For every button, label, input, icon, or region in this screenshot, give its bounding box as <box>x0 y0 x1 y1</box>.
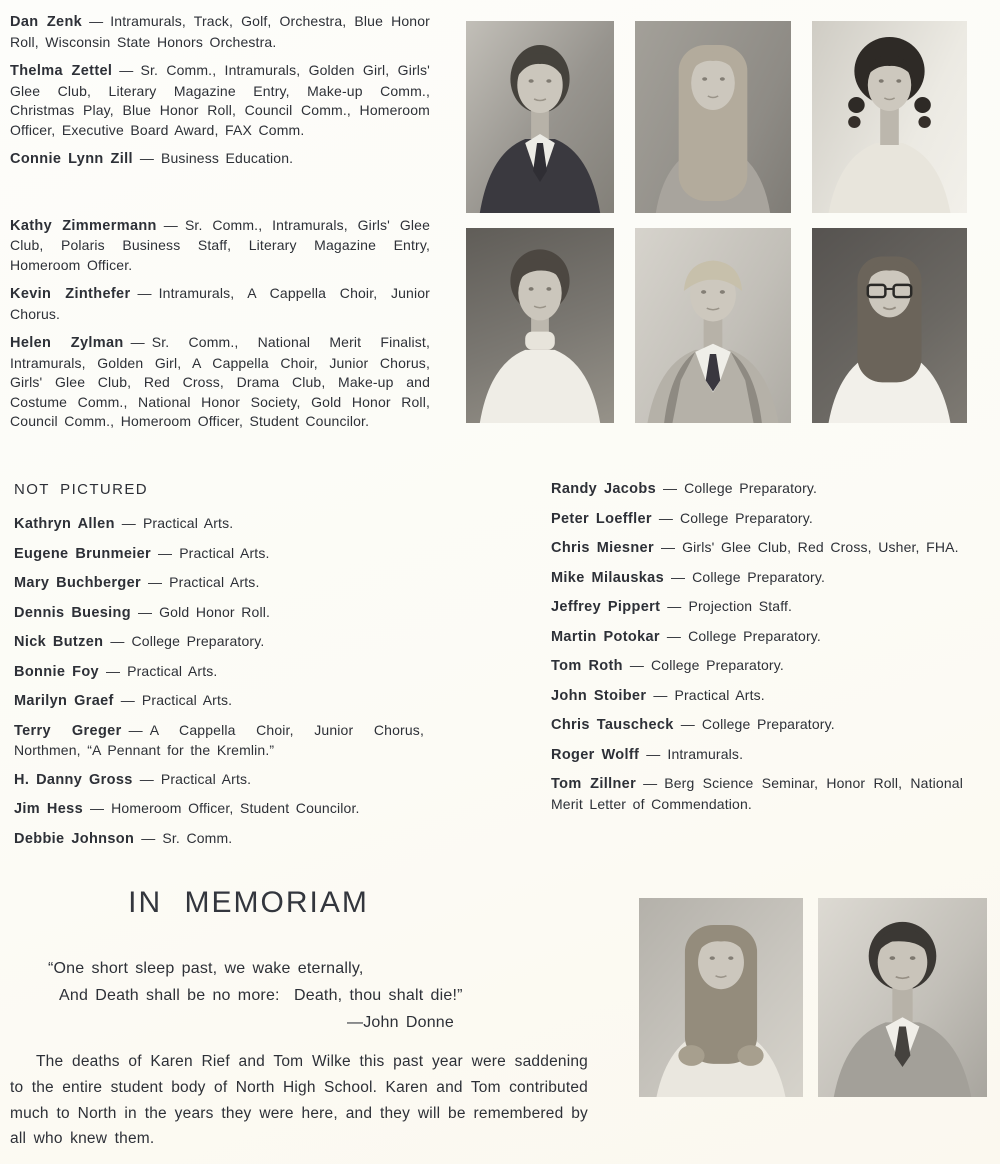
dash-separator: — <box>643 775 658 791</box>
student-name: Martin Potokar <box>551 628 660 645</box>
student-name: Chris Miesner <box>551 540 654 556</box>
graduate-activities: Intramurals, A Cappella Choir, Junior Chorus. <box>10 285 430 322</box>
graduate-name: Kevin Zinthefer <box>10 286 131 302</box>
graduate-name: Kathy Zimmermann <box>10 217 157 234</box>
not-pictured-entry <box>14 544 424 565</box>
dash-separator: — <box>119 62 134 78</box>
not-pictured-entry <box>14 514 424 535</box>
dash-separator: — <box>666 627 682 644</box>
student-name: Peter Loeffler <box>551 510 652 527</box>
graduate-name: Thelma Zettel <box>10 63 113 79</box>
student-name: Tom Zillner <box>551 776 637 792</box>
graduate-name: Helen Zylman <box>10 335 124 351</box>
dash-separator: — <box>653 686 668 703</box>
student-activities: Practical Arts. <box>179 544 270 561</box>
student-name: H. Danny Gross <box>14 771 133 788</box>
memorial-photo-2 <box>818 898 987 1097</box>
dash-separator: — <box>163 216 178 233</box>
graduate-activities: Intramurals, Track, Golf, Orchestra, Blue Honor Roll, Wisconsin State Honors Orchestra. <box>10 13 430 50</box>
quote-line-1: “One short sleep past, we wake eternally, <box>48 960 364 977</box>
memoriam-quote <box>48 955 588 1036</box>
portrait-photo-2 <box>635 21 791 213</box>
student-name: Chris Tauscheck <box>551 717 674 733</box>
student-activities: Practical Arts. <box>674 686 765 703</box>
student-name: John Stoiber <box>551 687 647 704</box>
graduate-listings <box>10 12 430 441</box>
graduate-entry <box>10 61 430 140</box>
graduate-entry <box>10 333 430 432</box>
dash-separator: — <box>629 657 645 673</box>
graduate-entry <box>10 284 430 324</box>
not-pictured-entry <box>551 686 963 707</box>
portrait-photo-3-image <box>812 21 967 213</box>
graduate-entry <box>10 12 430 52</box>
dash-separator: — <box>121 515 136 531</box>
dash-separator: — <box>680 716 695 732</box>
student-activities: College Preparatory. <box>692 568 826 585</box>
dash-separator: — <box>89 13 104 29</box>
not-pictured-entry <box>14 573 424 594</box>
student-name: Roger Wolff <box>551 746 640 763</box>
not-pictured-entry <box>14 721 424 761</box>
portrait-photo-4 <box>466 228 614 423</box>
student-activities: College Preparatory. <box>680 509 813 526</box>
quote-attribution: —John Donne <box>347 1014 454 1031</box>
graduate-name: Dan Zenk <box>10 14 83 30</box>
student-name: Debbie Johnson <box>14 830 135 847</box>
graduate-activities: Sr. Comm., National Merit Finalist, Intramurals, Golden Girl, A Cappella Choir, Junior Chorus, Girls' Glee Club, Red Cross, Drama Club, Make-up and Costume Comm., National Honor Society, Gold Honor Roll, Council Comm., Homeroom Officer, Student Councilor. <box>10 334 430 429</box>
student-activities: A Cappella Choir, Junior Chorus, Northmen, “A Pennant for the Kremlin.” <box>14 721 424 758</box>
quote-line-2: And Death shall be no more: Death, thou shalt die!” <box>59 987 463 1004</box>
dash-separator: — <box>158 544 173 561</box>
student-name: Mary Buchberger <box>14 575 142 591</box>
student-activities: College Preparatory. <box>131 633 265 649</box>
not-pictured-entry <box>551 715 963 736</box>
student-name: Nick Butzen <box>14 634 104 650</box>
not-pictured-entry <box>551 538 963 559</box>
student-activities: Practical Arts. <box>160 770 252 787</box>
student-name: Jeffrey Pippert <box>551 599 661 615</box>
student-name: Terry Greger <box>14 722 122 739</box>
not-pictured-entry <box>14 632 424 653</box>
student-name: Dennis Buesing <box>14 604 131 621</box>
student-activities: Practical Arts. <box>141 692 233 708</box>
student-activities: Berg Science Seminar, Honor Roll, National Merit Letter of Commendation. <box>551 775 963 812</box>
dash-separator: — <box>658 509 674 526</box>
portrait-photo-1-image <box>466 21 614 213</box>
dash-separator: — <box>137 285 152 301</box>
in-memoriam-heading: IN MEMORIAM <box>128 886 369 919</box>
dash-separator: — <box>137 603 153 620</box>
portrait-photo-6 <box>812 228 967 423</box>
graduate-activities: Sr. Comm., Intramurals, Girls' Glee Club, Polaris Business Staff, Literary Magazine Entry, Homeroom Officer. <box>10 216 431 273</box>
student-activities: Practical Arts. <box>127 662 218 679</box>
student-activities: Homeroom Officer, Student Councilor. <box>111 800 360 816</box>
not-pictured-entry <box>551 568 963 589</box>
dash-separator: — <box>141 829 156 846</box>
dash-separator: — <box>128 721 143 738</box>
student-name: Bonnie Foy <box>14 663 99 680</box>
dash-separator: — <box>667 598 682 614</box>
student-activities: Practical Arts. <box>169 574 260 590</box>
not-pictured-entry <box>551 656 963 677</box>
dash-separator: — <box>148 574 163 590</box>
dash-separator: — <box>670 568 686 585</box>
not-pictured-entry <box>551 774 963 814</box>
student-activities: College Preparatory. <box>651 657 784 673</box>
student-name: Marilyn Graef <box>14 693 114 709</box>
portrait-photo-5 <box>635 228 791 423</box>
portrait-photo-1 <box>466 21 614 213</box>
dash-separator: — <box>89 800 105 816</box>
student-activities: Girls' Glee Club, Red Cross, Usher, FHA. <box>682 539 959 555</box>
memoriam-paragraph: The deaths of Karen Rief and Tom Wilke this past year were saddening to the entire student body of North High School. Karen and Tom contributed much to North in the years they were here, and they will be remembered by all who knew them. <box>10 1053 588 1148</box>
not-pictured-entry <box>14 662 424 683</box>
portrait-photo-3 <box>812 21 967 213</box>
student-activities: Intramurals. <box>667 745 744 762</box>
portrait-photo-4-image <box>466 228 614 423</box>
not-pictured-entry <box>14 799 424 820</box>
student-name: Tom Roth <box>551 658 623 674</box>
student-name: Eugene Brunmeier <box>14 545 152 562</box>
student-activities: Practical Arts. <box>142 515 234 531</box>
not-pictured-entry <box>14 829 424 850</box>
not-pictured-heading: NOT PICTURED <box>14 481 149 498</box>
memorial-photo-1-image <box>639 898 803 1097</box>
not-pictured-right-column <box>551 479 963 823</box>
student-activities: College Preparatory. <box>701 716 835 732</box>
dash-separator: — <box>660 539 676 555</box>
dash-separator: — <box>663 480 678 496</box>
student-activities: Sr. Comm. <box>162 829 233 846</box>
graduate-activities: Business Education. <box>161 150 294 166</box>
student-name: Mike Milauskas <box>551 569 664 586</box>
not-pictured-entry <box>551 745 963 766</box>
dash-separator: — <box>139 150 154 166</box>
student-activities: Projection Staff. <box>688 598 793 614</box>
dash-separator: — <box>646 745 661 762</box>
not-pictured-entry <box>14 770 424 791</box>
student-name: Jim Hess <box>14 801 83 817</box>
student-activities: Gold Honor Roll. <box>159 603 271 620</box>
not-pictured-entry <box>14 691 424 712</box>
portrait-photo-6-image <box>812 228 967 423</box>
memorial-photo-1 <box>639 898 803 1097</box>
student-activities: College Preparatory. <box>684 480 818 496</box>
graduate-entry <box>10 149 430 170</box>
graduate-activities: Sr. Comm., Intramurals, Golden Girl, Girls' Glee Club, Literary Magazine Entry, Make-up Comm., Christmas Play, Blue Honor Roll, Council Comm., Homeroom Officer, Executive Board Award, FAX Comm. <box>10 62 430 138</box>
student-activities: College Preparatory. <box>688 627 821 644</box>
graduate-entry <box>10 216 430 276</box>
not-pictured-entry <box>14 603 424 624</box>
student-name: Kathryn Allen <box>14 516 115 532</box>
memorial-photos <box>639 898 987 1097</box>
not-pictured-entry <box>551 509 963 530</box>
not-pictured-entry <box>551 597 963 618</box>
dash-separator: — <box>110 633 125 649</box>
dash-separator: — <box>139 770 154 787</box>
student-name: Randy Jacobs <box>551 481 657 497</box>
not-pictured-entry <box>551 627 963 648</box>
graduate-name: Connie Lynn Zill <box>10 151 133 167</box>
not-pictured-entry <box>551 479 963 500</box>
dash-separator: — <box>130 334 145 350</box>
portrait-photo-5-image <box>635 228 791 423</box>
not-pictured-left-column <box>14 481 424 858</box>
portrait-photo-2-image <box>635 21 791 213</box>
dash-separator: — <box>120 692 135 708</box>
dash-separator: — <box>105 662 121 679</box>
portrait-grid <box>466 21 967 423</box>
memorial-photo-2-image <box>818 898 987 1097</box>
